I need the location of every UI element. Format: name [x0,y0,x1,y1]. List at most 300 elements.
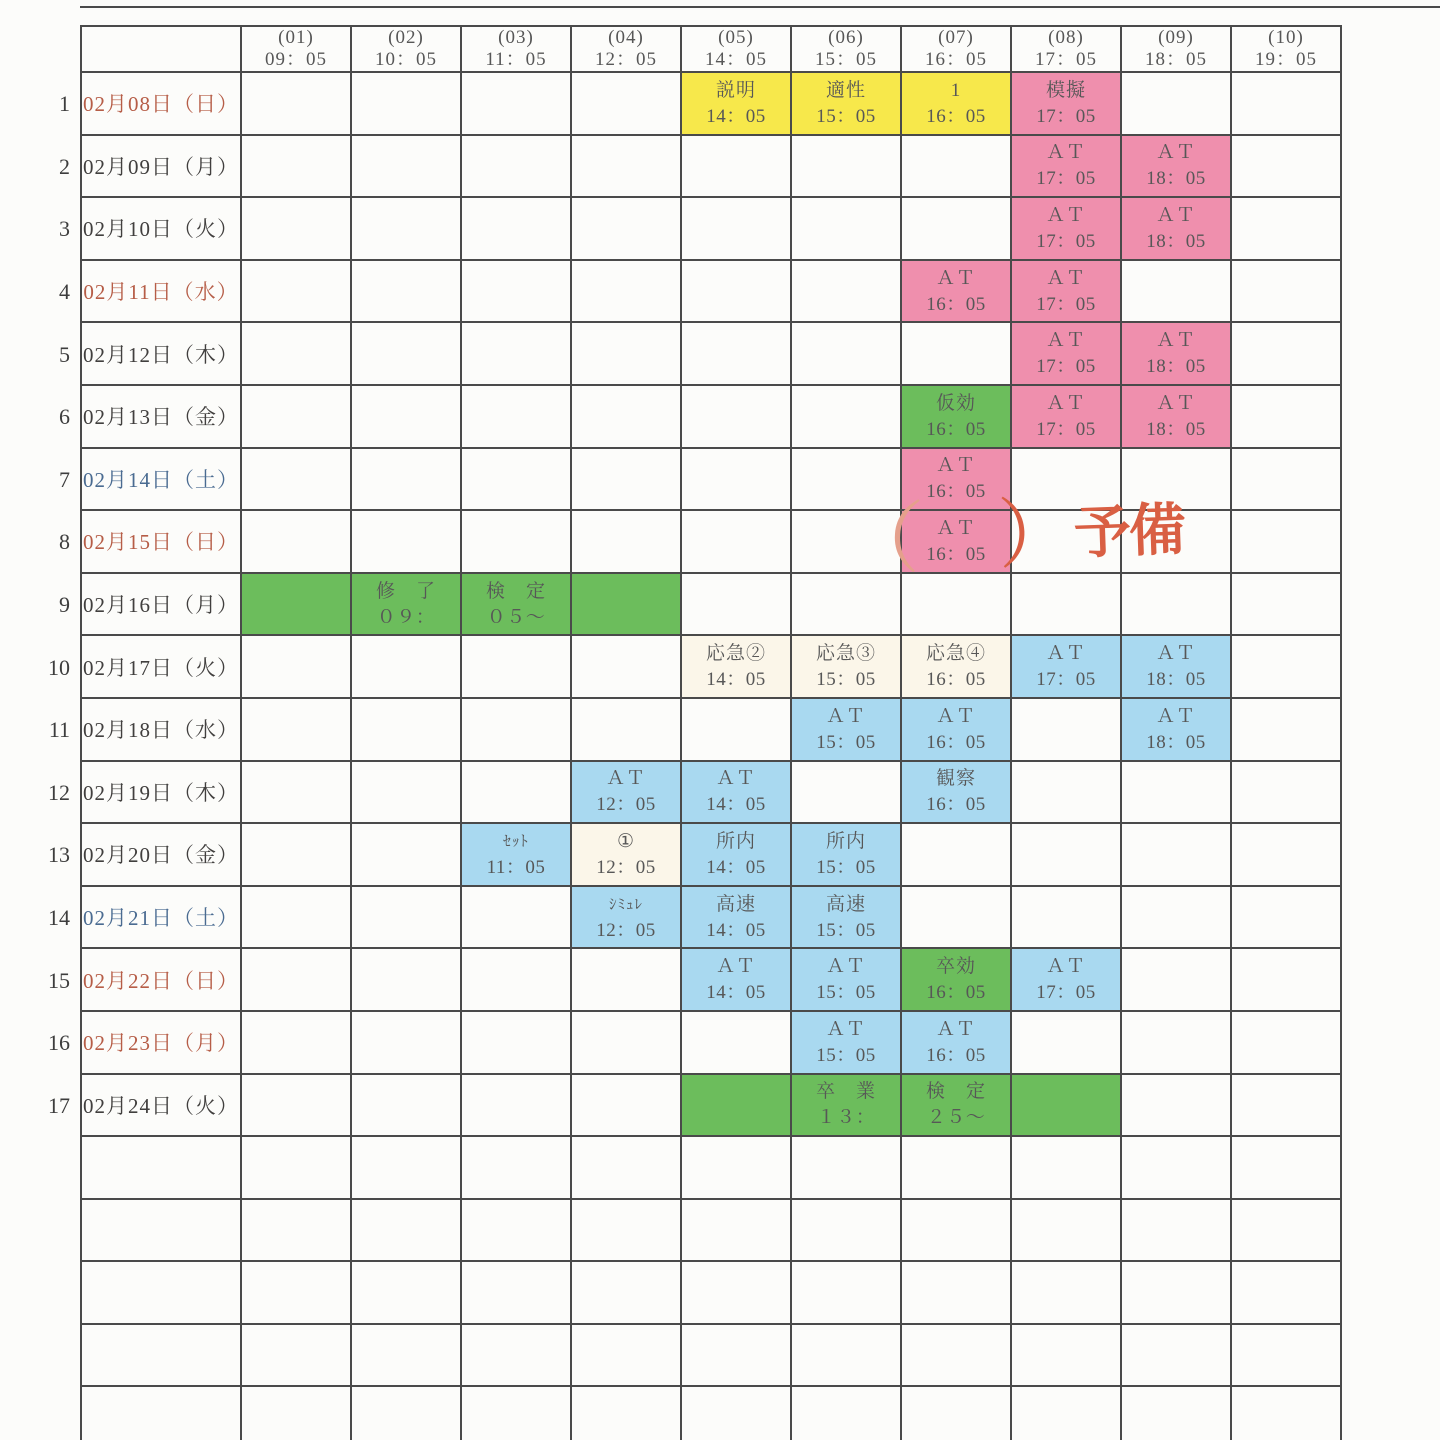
column-number: (07) [938,27,974,48]
blank-row [81,1324,1341,1387]
schedule-row-4 [81,260,1341,323]
lesson-label: ＡＴ [935,705,976,727]
column-number: (03) [498,27,534,48]
lesson-label: ＡＴ [605,768,646,790]
lesson-time: 18：05 [1146,669,1206,691]
lesson-time: 16：05 [926,105,986,127]
empty-cell [1121,886,1231,949]
lesson-cell [901,761,1011,824]
lesson-time: 15：05 [816,669,876,691]
lesson-cell [1011,135,1121,198]
empty-cell [791,322,901,385]
column-header-01 [241,26,351,72]
lesson-label: 卒 業 [815,1081,876,1103]
column-start-time: 11：05 [485,49,547,70]
date-cell: 02月15日（日） [81,510,241,573]
lesson-label: 説明 [715,79,756,101]
lesson-time: 16：05 [926,731,986,753]
empty-cell [351,197,461,260]
lesson-time: 17：05 [1036,168,1096,190]
empty-cell [351,1074,461,1137]
empty-cell [791,197,901,260]
lesson-cell [681,761,791,824]
lesson-time: 17：05 [1036,356,1096,378]
lesson-cell [681,886,791,949]
lesson-time: 17：05 [1036,669,1096,691]
empty-cell [681,197,791,260]
lesson-cell [901,1011,1011,1074]
empty-cell [791,1261,901,1324]
empty-cell [901,135,1011,198]
lesson-label: ＡＴ [1045,204,1086,226]
empty-cell [681,135,791,198]
date-cell: 02月12日（木） [81,322,241,385]
empty-cell [791,1324,901,1387]
empty-cell [1121,573,1231,636]
empty-cell [791,1199,901,1262]
empty-cell [1231,1324,1341,1387]
empty-cell [1231,1199,1341,1262]
empty-cell [681,573,791,636]
lesson-label: ＡＴ [935,1018,976,1040]
empty-cell [461,1136,571,1199]
empty-cell [571,698,681,761]
empty-cell [901,322,1011,385]
empty-cell [571,1261,681,1324]
lesson-label: 応急③ [815,643,876,665]
empty-cell [351,1136,461,1199]
lesson-time: 17：05 [1036,418,1096,440]
empty-cell [901,197,1011,260]
empty-cell [241,1324,351,1387]
empty-cell [461,1074,571,1137]
empty-cell [901,886,1011,949]
lesson-cell [1121,635,1231,698]
date-cell: 02月18日（水） [81,698,241,761]
handwritten-close-paren: ） [996,491,1076,579]
empty-cell [1011,823,1121,886]
schedule-row-2 [81,135,1341,198]
lesson-label: ｼﾐｭﾚ [608,896,643,913]
empty-cell [1231,135,1341,198]
handwritten-open-paren: （ [841,490,925,583]
lesson-cell [791,1074,901,1137]
empty-cell [351,823,461,886]
empty-cell [1231,197,1341,260]
lesson-cell [1011,322,1121,385]
lesson-label: ＡＴ [715,768,756,790]
date-cell: 02月14日（土） [81,448,241,511]
lesson-cell [791,823,901,886]
empty-cell [901,1324,1011,1387]
schedule-row-1 [81,72,1341,135]
column-number: (09) [1158,27,1194,48]
column-header-09 [1121,26,1231,72]
lesson-time: １３： [816,1107,876,1129]
column-start-time: 09：05 [264,49,327,70]
row-number: 8 [59,529,70,555]
lesson-cell [681,635,791,698]
column-number: (05) [718,27,754,48]
lesson-label: ① [616,830,636,852]
handwritten-note-group [996,485,1185,581]
column-number: (08) [1048,27,1084,48]
lesson-time: ０５～ [486,606,546,628]
lesson-cell [241,573,351,636]
column-start-time: 14：05 [704,49,767,70]
empty-cell [681,1261,791,1324]
empty-cell [1011,1136,1121,1199]
empty-cell [1231,322,1341,385]
blank-date-cell [81,1261,241,1324]
row-number: 3 [59,216,70,242]
empty-cell [461,322,571,385]
empty-cell [461,886,571,949]
lesson-label: 卒効 [935,956,976,978]
row-number: 13 [48,842,70,868]
empty-cell [351,135,461,198]
lesson-label: 検 定 [925,1081,986,1103]
date-cell: 02月17日（火） [81,635,241,698]
empty-cell [571,322,681,385]
lesson-label: 仮効 [935,392,976,414]
empty-cell [1231,948,1341,1011]
empty-cell [571,135,681,198]
lesson-cell [791,698,901,761]
lesson-time: 16：05 [926,543,986,565]
lesson-label: 高速 [825,893,866,915]
date-cell: 02月22日（日） [81,948,241,1011]
lesson-cell [681,823,791,886]
column-start-time: 17：05 [1034,49,1097,70]
empty-cell [351,1011,461,1074]
empty-cell [351,510,461,573]
row-number: 1 [59,91,70,117]
lesson-label: ＡＴ [1155,705,1196,727]
blank-date-cell [81,1199,241,1262]
empty-cell [461,1199,571,1262]
lesson-cell [1011,72,1121,135]
empty-cell [351,948,461,1011]
blank-row [81,1261,1341,1324]
empty-cell [1231,886,1341,949]
schedule-row-13 [81,823,1341,886]
column-number: (02) [388,27,424,48]
empty-cell [241,1386,351,1440]
lesson-label: 応急④ [925,643,986,665]
empty-cell [1011,1011,1121,1074]
empty-cell [1011,1199,1121,1262]
lesson-cell [791,886,901,949]
empty-cell [1121,1011,1231,1074]
empty-cell [901,1199,1011,1262]
empty-cell [241,322,351,385]
lesson-cell [681,948,791,1011]
lesson-label: ＡＴ [935,455,976,477]
row-number: 17 [48,1092,70,1118]
lesson-label: ＡＴ [1045,267,1086,289]
lesson-cell [1011,1074,1121,1137]
empty-cell [1121,1136,1231,1199]
empty-cell [1011,761,1121,824]
schedule-row-16 [81,1011,1341,1074]
empty-cell [241,1136,351,1199]
lesson-label: ＡＴ [1155,204,1196,226]
lesson-cell [1121,135,1231,198]
empty-cell [351,1386,461,1440]
empty-cell [351,72,461,135]
empty-cell [461,1261,571,1324]
empty-cell [461,135,571,198]
schedule-row-6 [81,385,1341,448]
empty-cell [1231,448,1341,511]
empty-cell [1121,1324,1231,1387]
lesson-time: 17：05 [1036,105,1096,127]
empty-cell [241,197,351,260]
lesson-time: 14：05 [706,669,766,691]
schedule-row-3 [81,197,1341,260]
empty-cell [461,635,571,698]
date-cell: 02月19日（木） [81,761,241,824]
lesson-cell [1011,635,1121,698]
lesson-time: 12：05 [596,794,656,816]
empty-cell [241,1074,351,1137]
lesson-time: 14：05 [706,982,766,1004]
empty-cell [461,385,571,448]
empty-cell [901,1386,1011,1440]
schedule-row-9 [81,573,1341,636]
empty-cell [461,761,571,824]
column-number: (04) [608,27,644,48]
lesson-label: 所内 [715,830,756,852]
empty-cell [1121,72,1231,135]
schedule-table [80,25,1342,1440]
empty-cell [1121,1261,1231,1324]
empty-cell [241,761,351,824]
column-header-07 [901,26,1011,72]
lesson-label: 修 了 [375,580,436,602]
handwritten-yobi-note: 予備 [1072,498,1186,566]
lesson-cell [461,823,571,886]
empty-cell [1011,1324,1121,1387]
empty-cell [571,1199,681,1262]
lesson-time: 16：05 [926,1044,986,1066]
row-number: 10 [48,654,70,680]
row-number: 7 [59,466,70,492]
lesson-time: 12：05 [596,856,656,878]
date-cell: 02月24日（火） [81,1074,241,1137]
row-number: 6 [59,404,70,430]
empty-cell [461,510,571,573]
column-start-time: 19：05 [1254,49,1317,70]
date-cell: 02月16日（月） [81,573,241,636]
lesson-time: 11：05 [486,856,546,878]
lesson-time: 15：05 [816,856,876,878]
empty-cell [1121,761,1231,824]
lesson-time: 17：05 [1036,982,1096,1004]
empty-cell [461,1324,571,1387]
empty-cell [571,510,681,573]
top-border-line [80,6,1440,8]
date-cell: 02月10日（火） [81,197,241,260]
column-start-time: 10：05 [374,49,437,70]
empty-cell [571,635,681,698]
empty-cell [571,385,681,448]
lesson-cell [681,1074,791,1137]
lesson-time: 16：05 [926,293,986,315]
lesson-time: 14：05 [706,105,766,127]
empty-cell [1011,886,1121,949]
column-header-04 [571,26,681,72]
lesson-cell [681,72,791,135]
lesson-label: ＡＴ [825,956,866,978]
empty-cell [681,1324,791,1387]
lesson-cell [1121,197,1231,260]
lesson-cell [901,72,1011,135]
empty-cell [791,135,901,198]
blank-date-cell [81,1386,241,1440]
column-start-time: 18：05 [1144,49,1207,70]
lesson-label: 高速 [715,893,756,915]
lesson-cell [901,385,1011,448]
lesson-cell [1011,260,1121,323]
empty-cell [351,260,461,323]
empty-cell [351,698,461,761]
lesson-time: 18：05 [1146,356,1206,378]
lesson-time: 18：05 [1146,731,1206,753]
lesson-cell [1121,385,1231,448]
lesson-label: 適性 [825,79,866,101]
empty-cell [1231,72,1341,135]
empty-cell [1011,1386,1121,1440]
lesson-time: 16：05 [926,481,986,503]
lesson-time: 12：05 [596,919,656,941]
empty-cell [1231,1011,1341,1074]
empty-cell [681,322,791,385]
empty-cell [681,698,791,761]
empty-cell [1231,510,1341,573]
empty-cell [571,1386,681,1440]
empty-cell [571,1136,681,1199]
lesson-label: ＡＴ [1045,956,1086,978]
empty-cell [571,197,681,260]
lesson-time: 18：05 [1146,168,1206,190]
column-start-time: 15：05 [814,49,877,70]
empty-cell [1231,260,1341,323]
empty-cell [461,948,571,1011]
empty-cell [681,510,791,573]
lesson-time: ２５～ [926,1107,986,1129]
empty-cell [461,72,571,135]
header-row [81,26,1341,72]
lesson-label: ＡＴ [935,267,976,289]
empty-cell [241,1199,351,1262]
blank-row [81,1199,1341,1262]
schedule-row-15 [81,948,1341,1011]
empty-cell [241,1011,351,1074]
blank-row [81,1136,1341,1199]
date-cell: 02月23日（月） [81,1011,241,1074]
row-number: 11 [48,717,70,743]
column-number: (10) [1268,27,1304,48]
empty-cell [1231,573,1341,636]
empty-cell [241,886,351,949]
blank-row [81,1386,1341,1440]
column-header-02 [351,26,461,72]
empty-cell [681,1136,791,1199]
lesson-time: 18：05 [1146,418,1206,440]
date-cell: 02月21日（土） [81,886,241,949]
header-date-corner [81,26,241,72]
empty-cell [241,510,351,573]
empty-cell [351,1199,461,1262]
row-number: 15 [48,967,70,993]
column-number: (01) [278,27,314,48]
empty-cell [351,886,461,949]
schedule-row-17 [81,1074,1341,1137]
empty-cell [351,1261,461,1324]
lesson-cell [571,573,681,636]
lesson-label: ｾｯﾄ [503,833,529,850]
empty-cell [351,635,461,698]
date-cell: 02月09日（月） [81,135,241,198]
lesson-label: 検 定 [485,580,546,602]
date-cell: 02月08日（日） [81,72,241,135]
empty-cell [571,448,681,511]
lesson-time: 15：05 [816,105,876,127]
schedule-row-5 [81,322,1341,385]
empty-cell [1231,1136,1341,1199]
empty-cell [241,948,351,1011]
empty-cell [351,761,461,824]
lesson-time: 16：05 [926,418,986,440]
empty-cell [571,260,681,323]
empty-cell [681,385,791,448]
lesson-label: 1 [950,79,962,101]
empty-cell [791,385,901,448]
empty-cell [901,823,1011,886]
lesson-label: ＡＴ [1155,330,1196,352]
empty-cell [681,1386,791,1440]
empty-cell [241,698,351,761]
empty-cell [241,1261,351,1324]
empty-cell [351,385,461,448]
date-cell: 02月20日（金） [81,823,241,886]
empty-cell [461,1011,571,1074]
row-number: 5 [59,341,70,367]
empty-cell [791,761,901,824]
lesson-label: ＡＴ [1155,643,1196,665]
lesson-time: 15：05 [816,1044,876,1066]
lesson-label: ＡＴ [1045,142,1086,164]
lesson-label: ＡＴ [715,956,756,978]
empty-cell [351,322,461,385]
empty-cell [351,448,461,511]
empty-cell [1231,761,1341,824]
lesson-cell [571,761,681,824]
column-header-05 [681,26,791,72]
lesson-time: ０９： [376,606,436,628]
lesson-time: 15：05 [816,731,876,753]
lesson-cell [1121,322,1231,385]
empty-cell [461,197,571,260]
lesson-cell [901,1074,1011,1137]
empty-cell [791,1386,901,1440]
lesson-cell [901,698,1011,761]
lesson-label: 観察 [935,768,976,790]
empty-cell [461,1386,571,1440]
lesson-cell [791,948,901,1011]
